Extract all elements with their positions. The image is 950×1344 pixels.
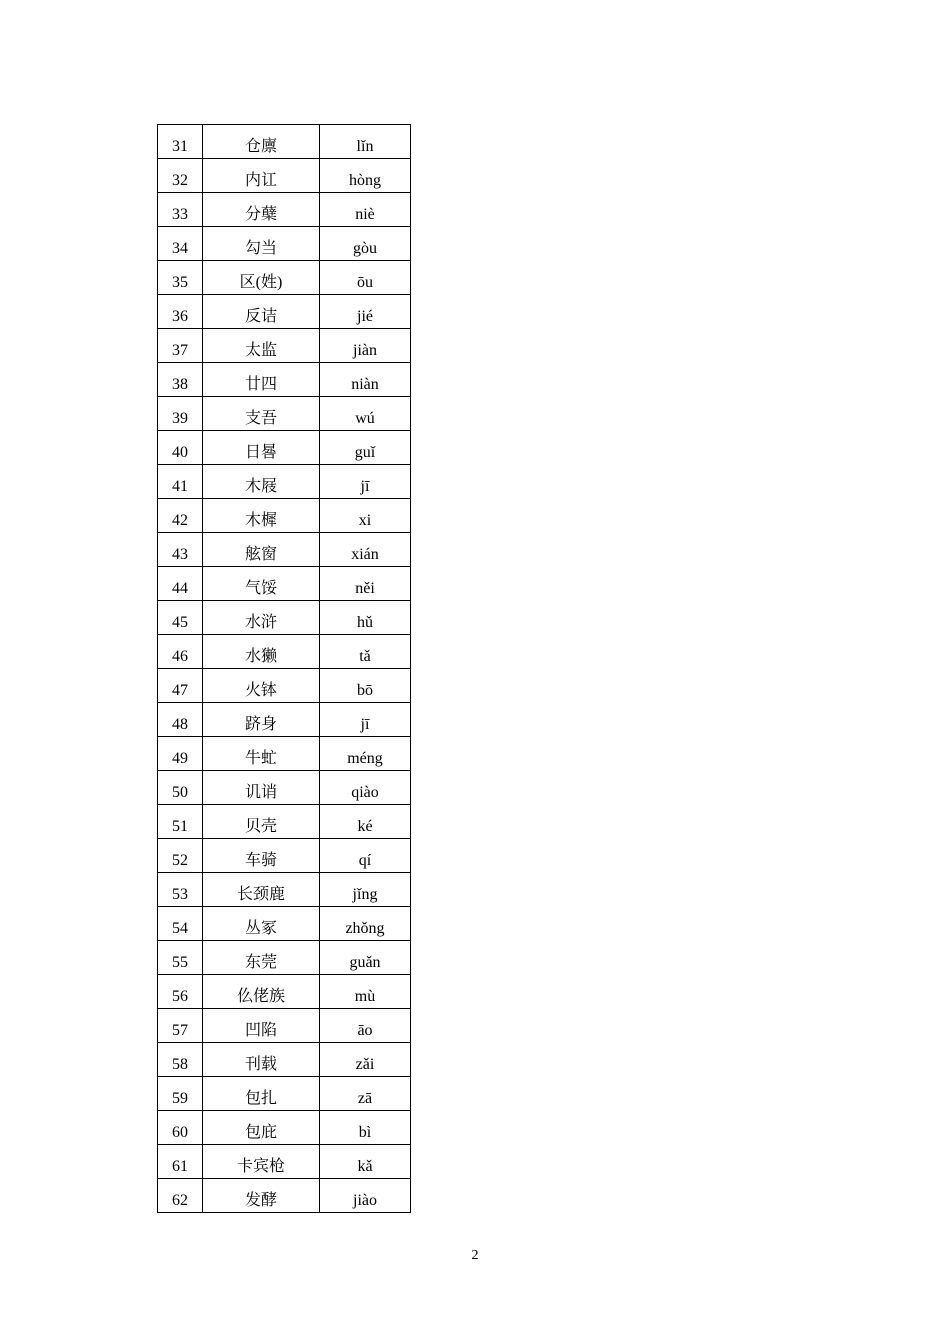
row-number: 62 (158, 1179, 203, 1213)
pinyin-cell: tǎ (320, 635, 411, 669)
pinyin-cell: méng (320, 737, 411, 771)
pinyin-cell: ōu (320, 261, 411, 295)
table-row (158, 975, 411, 1009)
row-number: 56 (158, 975, 203, 1009)
row-number: 59 (158, 1077, 203, 1111)
pinyin-cell: zā (320, 1077, 411, 1111)
table-row (158, 1145, 411, 1179)
pinyin-cell: āo (320, 1009, 411, 1043)
table-row (158, 363, 411, 397)
word-cell: 凹陷 (203, 1009, 320, 1043)
row-number: 37 (158, 329, 203, 363)
pinyin-cell: jiàn (320, 329, 411, 363)
word-cell: 火钵 (203, 669, 320, 703)
table-row (158, 1179, 411, 1213)
word-cell: 日晷 (203, 431, 320, 465)
word-cell: 分蘖 (203, 193, 320, 227)
pinyin-cell: bì (320, 1111, 411, 1145)
pronunciation-table-body (158, 125, 411, 1213)
table-row (158, 601, 411, 635)
word-cell: 跻身 (203, 703, 320, 737)
table-row (158, 261, 411, 295)
pinyin-cell: zhǒng (320, 907, 411, 941)
table-row (158, 805, 411, 839)
word-cell: 牛虻 (203, 737, 320, 771)
table-row (158, 635, 411, 669)
table-row (158, 465, 411, 499)
row-number: 52 (158, 839, 203, 873)
pinyin-cell: něi (320, 567, 411, 601)
word-cell: 仫佬族 (203, 975, 320, 1009)
word-cell: 廿四 (203, 363, 320, 397)
table-row (158, 329, 411, 363)
word-cell: 长颈鹿 (203, 873, 320, 907)
word-cell: 包庇 (203, 1111, 320, 1145)
row-number: 43 (158, 533, 203, 567)
word-cell: 勾当 (203, 227, 320, 261)
row-number: 46 (158, 635, 203, 669)
table-row (158, 125, 411, 159)
row-number: 45 (158, 601, 203, 635)
word-cell: 反诘 (203, 295, 320, 329)
pinyin-cell: gòu (320, 227, 411, 261)
pinyin-cell: mù (320, 975, 411, 1009)
table-row (158, 227, 411, 261)
row-number: 44 (158, 567, 203, 601)
table-row (158, 669, 411, 703)
row-number: 33 (158, 193, 203, 227)
row-number: 51 (158, 805, 203, 839)
table-row (158, 907, 411, 941)
pinyin-cell: guǐ (320, 431, 411, 465)
row-number: 40 (158, 431, 203, 465)
row-number: 35 (158, 261, 203, 295)
pinyin-cell: wú (320, 397, 411, 431)
row-number: 32 (158, 159, 203, 193)
row-number: 42 (158, 499, 203, 533)
pinyin-cell: guǎn (320, 941, 411, 975)
word-cell: 仓廪 (203, 125, 320, 159)
pinyin-cell: bō (320, 669, 411, 703)
word-cell: 木屐 (203, 465, 320, 499)
table-row (158, 771, 411, 805)
row-number: 57 (158, 1009, 203, 1043)
pinyin-cell: qiào (320, 771, 411, 805)
table-row (158, 839, 411, 873)
table-row (158, 737, 411, 771)
row-number: 58 (158, 1043, 203, 1077)
word-cell: 舷窗 (203, 533, 320, 567)
word-cell: 木樨 (203, 499, 320, 533)
word-cell: 太监 (203, 329, 320, 363)
pinyin-cell: xi (320, 499, 411, 533)
table-row (158, 941, 411, 975)
word-cell: 区(姓) (203, 261, 320, 295)
table-row (158, 703, 411, 737)
word-cell: 包扎 (203, 1077, 320, 1111)
row-number: 53 (158, 873, 203, 907)
pinyin-cell: xián (320, 533, 411, 567)
row-number: 31 (158, 125, 203, 159)
pinyin-cell: kǎ (320, 1145, 411, 1179)
pinyin-cell: hǔ (320, 601, 411, 635)
pinyin-cell: niàn (320, 363, 411, 397)
table-row (158, 1043, 411, 1077)
word-cell: 卡宾枪 (203, 1145, 320, 1179)
row-number: 54 (158, 907, 203, 941)
table-row (158, 499, 411, 533)
row-number: 36 (158, 295, 203, 329)
word-cell: 内讧 (203, 159, 320, 193)
pinyin-cell: jiào (320, 1179, 411, 1213)
pinyin-cell: qí (320, 839, 411, 873)
row-number: 34 (158, 227, 203, 261)
table-row (158, 431, 411, 465)
word-cell: 东莞 (203, 941, 320, 975)
table-row (158, 159, 411, 193)
word-cell: 发酵 (203, 1179, 320, 1213)
table-row (158, 193, 411, 227)
table-row (158, 1009, 411, 1043)
word-cell: 贝壳 (203, 805, 320, 839)
word-cell: 刊载 (203, 1043, 320, 1077)
row-number: 48 (158, 703, 203, 737)
table-row (158, 295, 411, 329)
page-number: 2 (471, 1248, 479, 1263)
table-row (158, 567, 411, 601)
row-number: 60 (158, 1111, 203, 1145)
table-row (158, 533, 411, 567)
row-number: 55 (158, 941, 203, 975)
pinyin-cell: niè (320, 193, 411, 227)
row-number: 50 (158, 771, 203, 805)
table-row (158, 873, 411, 907)
row-number: 38 (158, 363, 203, 397)
pinyin-cell: jié (320, 295, 411, 329)
pinyin-cell: hòng (320, 159, 411, 193)
word-cell: 水獭 (203, 635, 320, 669)
pinyin-cell: ké (320, 805, 411, 839)
pronunciation-table (157, 124, 411, 1213)
row-number: 61 (158, 1145, 203, 1179)
row-number: 41 (158, 465, 203, 499)
word-cell: 车骑 (203, 839, 320, 873)
pinyin-cell: jī (320, 465, 411, 499)
word-cell: 支吾 (203, 397, 320, 431)
pinyin-cell: jǐng (320, 873, 411, 907)
table-row (158, 1077, 411, 1111)
table-row (158, 1111, 411, 1145)
table-row (158, 397, 411, 431)
pinyin-cell: zǎi (320, 1043, 411, 1077)
word-cell: 丛冢 (203, 907, 320, 941)
row-number: 39 (158, 397, 203, 431)
word-cell: 水浒 (203, 601, 320, 635)
row-number: 47 (158, 669, 203, 703)
row-number: 49 (158, 737, 203, 771)
pinyin-cell: jī (320, 703, 411, 737)
word-cell: 讥诮 (203, 771, 320, 805)
word-cell: 气馁 (203, 567, 320, 601)
pinyin-cell: lǐn (320, 125, 411, 159)
